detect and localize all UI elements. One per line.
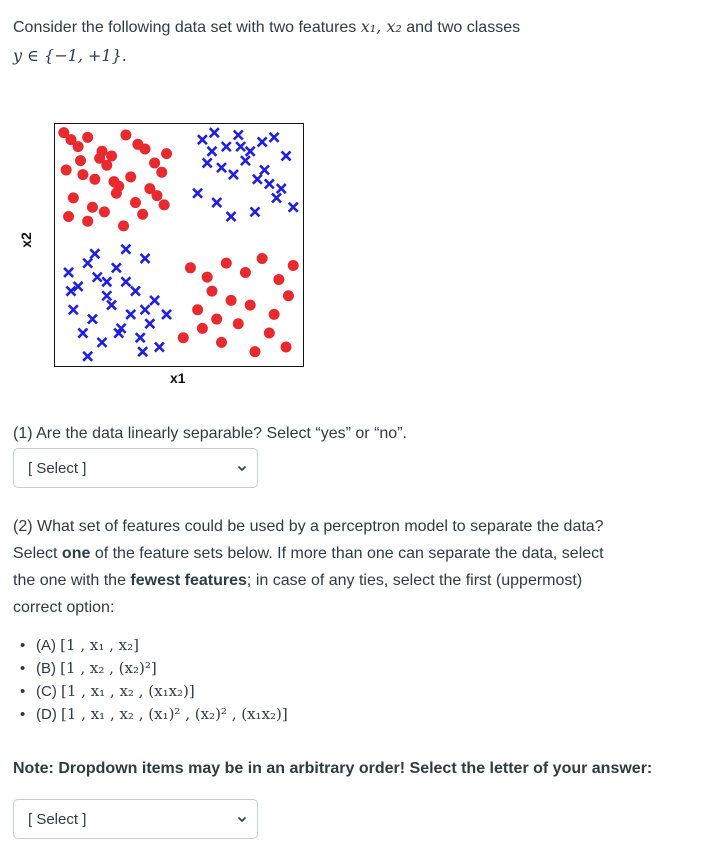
red-circle-point (240, 267, 251, 278)
q2-line-2: Select one of the feature sets below. If more than one can separate the data, select (13, 545, 604, 562)
red-circle-point (281, 342, 292, 353)
q2-select-dropdown[interactable] (13, 799, 258, 839)
blue-x-point (246, 147, 255, 156)
red-circle-point (82, 216, 93, 227)
red-circle-point (269, 309, 280, 320)
red-circle-point (221, 258, 232, 269)
blue-x-point (102, 291, 111, 300)
red-circle-point (118, 220, 129, 231)
red-circle-point (197, 323, 208, 334)
red-circle-point (216, 337, 227, 348)
blue-x-point (222, 142, 231, 151)
red-circle-point (73, 141, 84, 152)
red-circle-point (161, 148, 172, 159)
blue-x-point (145, 319, 154, 328)
blue-x-point (270, 133, 279, 142)
red-circle-point (273, 274, 284, 285)
option-b: • (B) [1 , x₂ , (x₂)²] (36, 657, 288, 680)
blue-x-point (217, 163, 226, 172)
chevron-down-icon (237, 463, 247, 473)
blue-x-point (236, 142, 245, 151)
blue-x-point (229, 170, 238, 179)
blue-x-point (277, 184, 286, 193)
red-circle-point (159, 199, 170, 210)
blue-x-point (93, 273, 102, 282)
red-circle-point (130, 197, 141, 208)
red-circle-point (106, 150, 117, 161)
feature-options-list (20, 634, 288, 726)
blue-x-point (289, 203, 298, 212)
red-circle-point (140, 143, 151, 154)
blue-x-point (107, 301, 116, 310)
red-circle-point (120, 129, 131, 140)
red-circle-point (111, 188, 122, 199)
red-circle-point (77, 169, 88, 180)
blue-x-point (234, 130, 243, 139)
blue-x-point (258, 137, 267, 146)
blue-x-point (112, 263, 121, 272)
red-circle-point (156, 167, 167, 178)
red-circle-point (151, 190, 162, 201)
red-circle-point (178, 332, 189, 343)
question-1-text: (1) Are the data linearly separable? Select “yes” or “no”. (13, 425, 407, 442)
red-circle-point (233, 318, 244, 329)
intro-text (13, 13, 520, 71)
blue-x-point (141, 254, 150, 263)
dropdown-note: Note: Dropdown items may be in an arbitrary order! Select the letter of your answer: (13, 760, 653, 777)
q2-line-4: correct option: (13, 599, 115, 616)
option-c: • (C) [1 , x₁ , x₂ , (x₁x₂)] (36, 680, 288, 703)
red-circle-point (82, 132, 93, 143)
option-a: • (A) [1 , x₁ , x₂] (36, 634, 288, 657)
blue-x-point (241, 156, 250, 165)
blue-x-point (83, 259, 92, 268)
x-axis-label: x1 (170, 370, 186, 386)
red-circle-point (87, 202, 98, 213)
red-circle-point (202, 272, 213, 283)
red-circle-point (68, 192, 79, 203)
red-circle-point (264, 328, 275, 339)
blue-x-point (210, 128, 219, 137)
question-2-text (13, 513, 693, 621)
blue-x-point (272, 193, 281, 202)
blue-x-point (253, 175, 262, 184)
y-axis-label: x2 (17, 232, 34, 248)
blue-x-point (212, 198, 221, 207)
red-circle-point (89, 174, 100, 185)
option-d: • (D) [1 , x₁ , x₂ , (x₁)² , (x₂)² , (x₁x₂)] (36, 703, 288, 726)
blue-x-point (83, 352, 92, 361)
blue-x-point (193, 189, 202, 198)
q2-line-3: the one with the fewest features; in case of any ties, select the first (uppermost) (13, 572, 583, 589)
blue-x-point (198, 135, 207, 144)
red-circle-point (283, 290, 294, 301)
blue-x-point (141, 305, 150, 314)
red-circle-point (137, 209, 148, 220)
blue-x-point (162, 310, 171, 319)
red-circle-point (149, 157, 160, 168)
red-circle-point (257, 253, 268, 264)
chevron-down-icon (237, 814, 247, 824)
blue-x-point (102, 277, 111, 286)
blue-x-point (260, 165, 269, 174)
red-circle-point (185, 262, 196, 273)
red-circle-point (211, 314, 222, 325)
blue-x-point (250, 207, 259, 216)
scatter-plot (54, 123, 304, 367)
blue-x-point (121, 277, 130, 286)
blue-x-point (203, 158, 212, 167)
intro-line-2: y ∈ {−1, +1}. (13, 46, 127, 65)
red-circle-point (206, 286, 217, 297)
red-circle-point (192, 304, 203, 315)
blue-x-point (155, 343, 164, 352)
red-circle-point (226, 295, 237, 306)
red-circle-point (75, 155, 86, 166)
red-circle-point (61, 164, 72, 175)
blue-x-point (78, 329, 87, 338)
blue-x-point (265, 179, 274, 188)
red-circle-point (108, 176, 119, 187)
blue-x-point (131, 287, 140, 296)
blue-x-point (88, 315, 97, 324)
blue-x-point (98, 338, 107, 347)
red-circle-point (125, 171, 136, 182)
blue-x-point (126, 310, 135, 319)
blue-x-point (207, 147, 216, 156)
blue-x-point (64, 268, 73, 277)
blue-x-point (282, 151, 291, 160)
blue-x-point (90, 249, 99, 258)
red-circle-point (94, 153, 105, 164)
blue-x-point (136, 333, 145, 342)
blue-x-point (121, 245, 130, 254)
q2-select-value: [ Select ] (28, 810, 87, 828)
blue-x-point (138, 347, 147, 356)
q1-select-dropdown[interactable] (13, 448, 258, 488)
blue-x-point (150, 296, 159, 305)
scatter-plot-canvas (55, 124, 302, 365)
blue-x-point (69, 305, 78, 314)
intro-line-1: Consider the following data set with two features x₁, x₂ and two classes (13, 17, 521, 36)
red-circle-point (99, 206, 110, 217)
red-circle-point (249, 346, 260, 357)
blue-x-point (227, 212, 236, 221)
red-circle-point (63, 211, 74, 222)
q2-line-1: (2) What set of features could be used by a perceptron model to separate the data? (13, 518, 604, 535)
red-circle-point (288, 260, 299, 271)
red-circle-point (245, 300, 256, 311)
q1-select-value: [ Select ] (28, 459, 87, 477)
